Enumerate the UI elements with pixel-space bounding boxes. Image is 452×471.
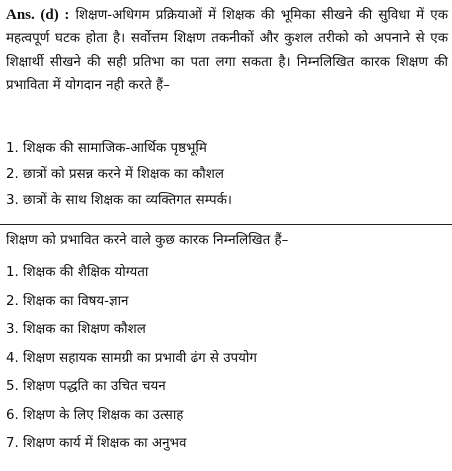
section-divider (0, 224, 452, 225)
section-heading: शिक्षण को प्रभावित करने वाले कुछ कारक निम्नलिखित हैं– (6, 233, 289, 248)
list-item: 3. छात्रों के साथ शिक्षक का व्यक्तिगत सम्पर्क। (6, 193, 232, 208)
list-item: 5. शिक्षण पद्धति का उचित चयन (6, 379, 166, 394)
non-contributing-factors-list (6, 136, 448, 214)
influencing-factors-list (6, 259, 448, 459)
list-item: 3. शिक्षक का शिक्षण कौशल (6, 322, 146, 337)
list-item: 1. शिक्षक की शैक्षिक योग्यता (6, 265, 149, 280)
answer-text: शिक्षण-अधिगम प्रक्रियाओं में शिक्षक की भूमिका सीखने की सुविधा में एक महत्वपूर्ण घटक होता है। सर्वोत्तम शिक्षण तकनीकों और कुशल तरीको को अपनाने से एक शिक्षार्थी सीखने की सही प्रतिभा का पता लगा सकता है। निम्नलिखित कारक शिक्षण की प्रभाविता में योगदान नही करते हैं– (6, 8, 448, 94)
list-item: 4. शिक्षण सहायक सामग्री का प्रभावी ढंग से उपयोग (6, 350, 257, 366)
list-item: 7. शिक्षण कार्य में शिक्षक का अनुभव (6, 436, 187, 451)
list-item: 2. शिक्षक का विषय-ज्ञान (6, 293, 129, 309)
list-item: 6. शिक्षण के लिए शिक्षक का उत्साह (6, 407, 184, 423)
list-item: 1. शिक्षक की सामाजिक-आर्थिक पृष्ठभूमि (6, 141, 207, 156)
answer-paragraph (6, 4, 448, 98)
list-item: 2. छात्रों को प्रसन्न करने में शिक्षक का कौशल (6, 167, 224, 182)
answer-label: Ans. (d) : (6, 7, 70, 23)
